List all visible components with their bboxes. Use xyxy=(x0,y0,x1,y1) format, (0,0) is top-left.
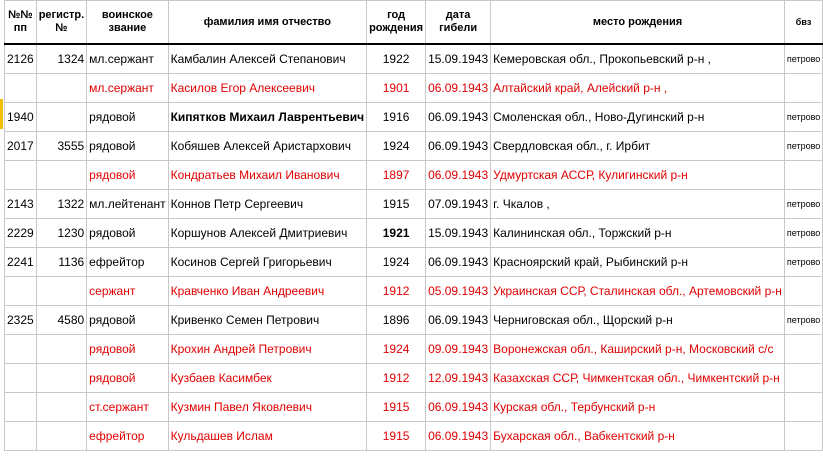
cell-bvz: петрово xyxy=(784,248,822,277)
table-row xyxy=(5,277,823,306)
cell-year: 1901 xyxy=(367,74,426,103)
header-name: фамилия имя отчество xyxy=(168,1,366,45)
cell-num: 2325 xyxy=(5,306,37,335)
cell-bvz xyxy=(784,422,822,451)
cell-reg: 4580 xyxy=(36,306,86,335)
table-row xyxy=(5,219,823,248)
cell-rank: рядовой xyxy=(87,364,168,393)
cell-reg xyxy=(36,335,86,364)
cell-reg xyxy=(36,103,86,132)
cell-date: 06.09.1943 xyxy=(426,422,491,451)
cell-name: Кравченко Иван Андреевич xyxy=(168,277,366,306)
cell-place: Свердловская обл., г. Ирбит xyxy=(491,132,785,161)
cell-reg xyxy=(36,393,86,422)
cell-date: 15.09.1943 xyxy=(426,44,491,74)
cell-rank: ефрейтор xyxy=(87,422,168,451)
cell-name: Коннов Петр Сергеевич xyxy=(168,190,366,219)
cell-date: 07.09.1943 xyxy=(426,190,491,219)
table-row xyxy=(5,44,823,74)
cell-num xyxy=(5,393,37,422)
cell-date: 15.09.1943 xyxy=(426,219,491,248)
cell-num xyxy=(5,364,37,393)
cell-rank: сержант xyxy=(87,277,168,306)
cell-place: Алтайский край, Алейский р-н , xyxy=(491,74,785,103)
cell-bvz xyxy=(784,393,822,422)
cell-place: Бухарская обл., Вабкентский р-н xyxy=(491,422,785,451)
cell-year: 1912 xyxy=(367,277,426,306)
header-row xyxy=(5,1,823,45)
cell-name: Кипятков Михаил Лаврентьевич xyxy=(168,103,366,132)
cell-bvz xyxy=(784,161,822,190)
cell-bvz xyxy=(784,335,822,364)
cell-num: 2126 xyxy=(5,44,37,74)
cell-num: 2229 xyxy=(5,219,37,248)
cell-date: 12.09.1943 xyxy=(426,364,491,393)
cell-date: 06.09.1943 xyxy=(426,74,491,103)
cell-place: Черниговская обл., Щорский р-н xyxy=(491,306,785,335)
cell-date: 05.09.1943 xyxy=(426,277,491,306)
cell-year: 1915 xyxy=(367,190,426,219)
cell-name: Кобяшев Алексей Аристархович xyxy=(168,132,366,161)
cell-rank: рядовой xyxy=(87,219,168,248)
cell-num: 2241 xyxy=(5,248,37,277)
cell-bvz: петрово xyxy=(784,103,822,132)
cell-place: Украинская ССР, Сталинская обл., Артемовский р-н xyxy=(491,277,785,306)
cell-place: Смоленская обл., Ново-Дугинский р-н xyxy=(491,103,785,132)
cell-date: 06.09.1943 xyxy=(426,103,491,132)
cell-place: Удмуртская АССР, Кулигинский р-н xyxy=(491,161,785,190)
cell-num xyxy=(5,335,37,364)
table-row xyxy=(5,74,823,103)
cell-num: 2017 xyxy=(5,132,37,161)
cell-bvz: петрово xyxy=(784,219,822,248)
cell-name: Кузбаев Касимбек xyxy=(168,364,366,393)
cell-num xyxy=(5,277,37,306)
table-row xyxy=(5,132,823,161)
cell-name: Касилов Егор Алексеевич xyxy=(168,74,366,103)
cell-reg: 1322 xyxy=(36,190,86,219)
cell-rank: ст.сержант xyxy=(87,393,168,422)
header-rank: воинское звание xyxy=(87,1,168,45)
cell-bvz: петрово xyxy=(784,306,822,335)
table-row xyxy=(5,393,823,422)
cell-bvz: петрово xyxy=(784,44,822,74)
cell-place: Курская обл., Тербунский р-н xyxy=(491,393,785,422)
cell-rank: мл.сержант xyxy=(87,74,168,103)
cell-year: 1916 xyxy=(367,103,426,132)
cell-num: 1940 xyxy=(5,103,37,132)
cell-year: 1915 xyxy=(367,393,426,422)
cell-rank: рядовой xyxy=(87,335,168,364)
cell-year: 1896 xyxy=(367,306,426,335)
header-place: место рождения xyxy=(491,1,785,45)
table-row xyxy=(5,335,823,364)
cell-name: Кондратьев Михаил Иванович xyxy=(168,161,366,190)
cell-reg: 1230 xyxy=(36,219,86,248)
cell-num xyxy=(5,422,37,451)
cell-bvz xyxy=(784,364,822,393)
table-row xyxy=(5,364,823,393)
cell-reg xyxy=(36,74,86,103)
cell-date: 09.09.1943 xyxy=(426,335,491,364)
table-row xyxy=(5,306,823,335)
cell-reg: 1136 xyxy=(36,248,86,277)
cell-reg: 1324 xyxy=(36,44,86,74)
row-highlight-mark xyxy=(0,99,3,129)
cell-name: Косинов Сергей Григорьевич xyxy=(168,248,366,277)
cell-year: 1921 xyxy=(367,219,426,248)
cell-bvz: петрово xyxy=(784,190,822,219)
cell-date: 06.09.1943 xyxy=(426,393,491,422)
table-row xyxy=(5,248,823,277)
cell-name: Кривенко Семен Петрович xyxy=(168,306,366,335)
cell-rank: рядовой xyxy=(87,161,168,190)
cell-year: 1924 xyxy=(367,335,426,364)
header-bvz: бвз xyxy=(784,1,822,45)
cell-place: г. Чкалов , xyxy=(491,190,785,219)
cell-reg: 3555 xyxy=(36,132,86,161)
cell-reg xyxy=(36,422,86,451)
cell-place: Красноярский край, Рыбинский р-н xyxy=(491,248,785,277)
cell-place: Кемеровская обл., Прокопьевский р-н , xyxy=(491,44,785,74)
cell-num xyxy=(5,74,37,103)
cell-num xyxy=(5,161,37,190)
cell-year: 1924 xyxy=(367,248,426,277)
cell-name: Кузмин Павел Яковлевич xyxy=(168,393,366,422)
cell-year: 1915 xyxy=(367,422,426,451)
table-row xyxy=(5,161,823,190)
cell-date: 06.09.1943 xyxy=(426,161,491,190)
cell-place: Казахская ССР, Чимкентская обл., Чимкентский р-н xyxy=(491,364,785,393)
cell-place: Калининская обл., Торжский р-н xyxy=(491,219,785,248)
table-row xyxy=(5,422,823,451)
cell-bvz: петрово xyxy=(784,132,822,161)
cell-name: Камбалин Алексей Степанович xyxy=(168,44,366,74)
header-date: дата гибели xyxy=(426,1,491,45)
cell-bvz xyxy=(784,277,822,306)
cell-reg xyxy=(36,161,86,190)
header-reg: регистр. № xyxy=(36,1,86,45)
cell-num: 2143 xyxy=(5,190,37,219)
cell-name: Крохин Андрей Петрович xyxy=(168,335,366,364)
cell-year: 1922 xyxy=(367,44,426,74)
cell-date: 06.09.1943 xyxy=(426,248,491,277)
cell-reg xyxy=(36,364,86,393)
cell-rank: ефрейтор xyxy=(87,248,168,277)
header-year: год рождения xyxy=(367,1,426,45)
header-num: №№ пп xyxy=(5,1,37,45)
cell-place: Воронежская обл., Каширский р-н, Московский с/с xyxy=(491,335,785,364)
cell-rank: рядовой xyxy=(87,306,168,335)
cell-rank: мл.лейтенант xyxy=(87,190,168,219)
cell-rank: рядовой xyxy=(87,103,168,132)
cell-bvz xyxy=(784,74,822,103)
cell-name: Коршунов Алексей Дмитриевич xyxy=(168,219,366,248)
table-row xyxy=(5,190,823,219)
casualty-table xyxy=(4,0,823,451)
cell-year: 1912 xyxy=(367,364,426,393)
cell-reg xyxy=(36,277,86,306)
cell-rank: рядовой xyxy=(87,132,168,161)
cell-name: Кульдашев Ислам xyxy=(168,422,366,451)
cell-date: 06.09.1943 xyxy=(426,132,491,161)
cell-year: 1897 xyxy=(367,161,426,190)
cell-rank: мл.сержант xyxy=(87,44,168,74)
cell-year: 1924 xyxy=(367,132,426,161)
table-row xyxy=(5,103,823,132)
cell-date: 06.09.1943 xyxy=(426,306,491,335)
